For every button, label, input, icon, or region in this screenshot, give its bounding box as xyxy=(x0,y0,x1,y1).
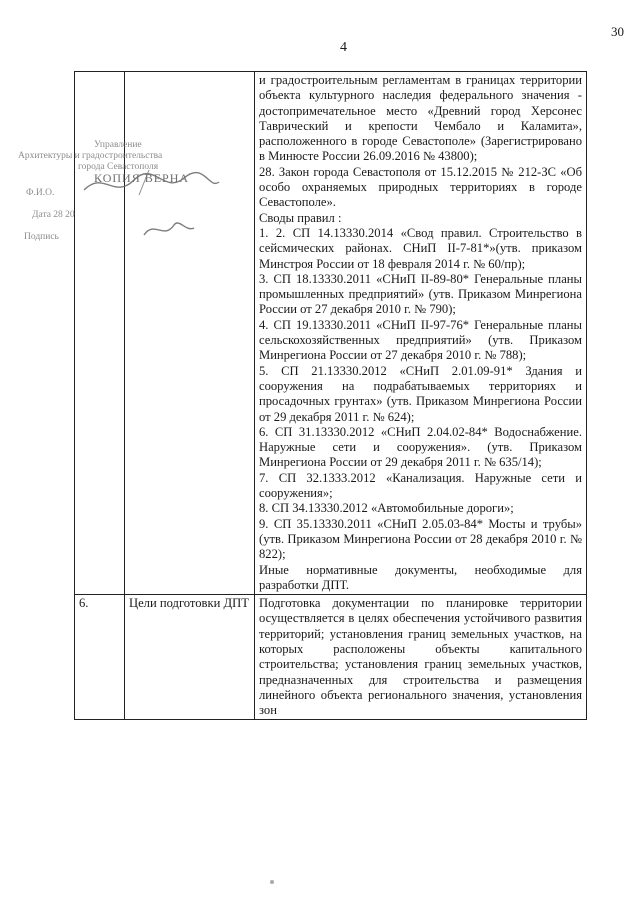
stamp-line: Подпись xyxy=(24,232,59,242)
paragraph: 3. СП 18.13330.2011 «СНиП II-89-80* Генеральные планы промышленных предприятий» (утв. Приказом Минрегиона России от 27 декабря 2010 г. № 790); xyxy=(259,271,582,317)
stamp-line: Управление xyxy=(94,140,142,150)
paragraph: Своды правил : xyxy=(259,210,342,225)
paragraph: 5. СП 21.13330.2012 «СНиП 2.01.09-91* Здания и сооружения на подрабатываемых территориях и просадочных грунтах» (утв. Приказом Минрегиона России от 29 декабря 2011 г. № 624); xyxy=(259,363,582,424)
stamp-title: КОПИЯ ВЕРНА xyxy=(94,171,190,185)
page-number: 30 xyxy=(611,24,624,39)
row-content-cell xyxy=(255,595,587,720)
row-label-cell: Цели подготовки ДПТ xyxy=(125,595,255,720)
scan-dot xyxy=(270,880,274,884)
paragraph: и градостроительным регламентам в границах территории объекта культурного наследия федерального значения - достопримечательное место «Древний город Херсонес Таврический и крепости Чембало и Каламита», расположенного в городе Севастополе» (Зарегистрировано в Минюсте России 26.09.2016 № 43800); xyxy=(259,73,582,164)
paragraph: 8. СП 34.13330.2012 «Автомобильные дороги»; xyxy=(259,501,514,516)
paragraph: 7. СП 32.1333.2012 «Канализация. Наружные сети и сооружения»; xyxy=(259,470,582,501)
table-row xyxy=(75,595,587,720)
certification-stamp xyxy=(14,140,244,250)
stamp-line: Архитектуры и градостроительства xyxy=(18,151,163,161)
paragraph: 4. СП 19.13330.2011 «СНиП II-97-76* Генеральные планы сельскохозяйственных предприятий» (утв. Приказом Минрегиона России от 27 декабря 2010 г. № 788); xyxy=(259,317,582,363)
row-content-cell xyxy=(255,72,587,595)
paragraph: 6. СП 31.13330.2012 «СНиП 2.04.02-84* Водоснабжение. Наружные сети и сооружения». (утв. Приказом Минрегиона России от 29 декабря 2011 г. № 635/14); xyxy=(259,424,582,470)
paragraph: 28. Закон города Севастополя от 15.12.2015 № 212-ЗС «Об особо охраняемых природных территориях в городе Севастополе». xyxy=(259,164,582,210)
paragraph: 1. 2. СП 14.13330.2014 «Свод правил. Строительство в сейсмических районах. СНиП II-7-81*»(утв. приказом Минстроя России от 18 февраля 2014 г. № 60/пр); xyxy=(259,225,582,271)
stamp-line: города Севастополя xyxy=(78,162,159,172)
stamp-line: Дата 28 20 xyxy=(32,210,75,220)
paragraph: Подготовка документации по планировке территории осуществляется в целях обеспечения устойчивого развития территорий; установления границ земельных участков, на которых расположены объекты капитального строительства; установления границ земельных участков, предназначенных для строительства и размещения линейного объекта регионального значения, установления зон xyxy=(259,596,582,718)
paragraph: 9. СП 35.13330.2011 «СНиП 2.05.03-84* Мосты и трубы» (утв. Приказом Минрегиона России от 28 декабря 2010 г. № 822); xyxy=(259,516,582,562)
row-number-cell: 6. xyxy=(75,595,125,720)
sub-page-number: 4 xyxy=(340,40,347,55)
stamp-line: Ф.И.О. xyxy=(26,188,55,198)
paragraph: Иные нормативные документы, необходимые для разработки ДПТ. xyxy=(259,562,582,592)
